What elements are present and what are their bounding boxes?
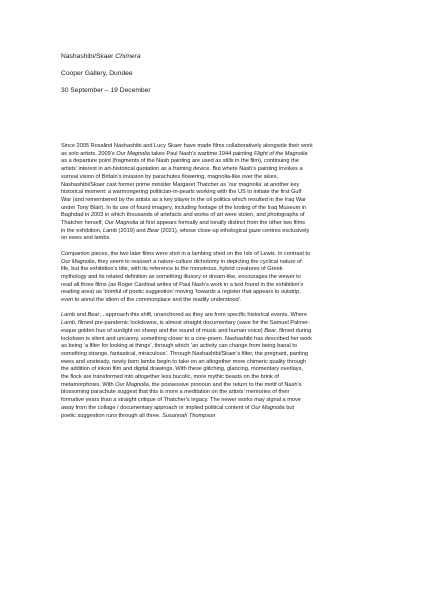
text-run: at first appears formally and tonally distinct from the other two films <box>138 220 306 227</box>
text-run: (2019) and <box>116 227 148 234</box>
exhibition-title: Chimera <box>115 53 141 60</box>
exhibition-dates: 30 September – 19 December <box>61 87 151 94</box>
text-run: life, but the exhibition’s title, with its reference to the monstrous, hybrid creatures of Greek <box>61 266 283 273</box>
exhibition-title-line <box>61 52 361 61</box>
text-run: , filmed pre-pandemic lockdowns, is almost straight documentary (save for the Samuel Palmer- <box>75 320 310 327</box>
text-run: even to annul the idiom of the commonplace and the readily understood’. <box>61 297 242 304</box>
text-run: Companion pieces, the two later films were shot in a lambing shed on the Isle of Lewis. In contrast to <box>61 250 311 257</box>
text-run: esque golden hue of sunlight on sheep and the sound of music and human voice) <box>61 327 265 334</box>
text-line <box>61 336 361 344</box>
body-paragraph <box>61 251 361 305</box>
text-line <box>61 166 361 174</box>
text-run: on ewes and lambs. <box>61 235 111 242</box>
text-line <box>61 189 361 197</box>
text-run: under Tony Blair). In its use of found imagery, including footage of the looting of the Iraq Museum in <box>61 204 307 211</box>
text-run: metamorphosis. With <box>61 381 116 388</box>
text-run: Thatcher herself, <box>61 220 105 227</box>
text-run: mythology and its related definition as something illusory or dream-like, encourages the viewer to <box>61 273 301 280</box>
text-run: poetic suggestion runs through all three. <box>61 412 163 419</box>
text-line <box>61 151 361 159</box>
text-run: the addition of inkon film and digital drawings. With these glitching, glancing, momentary overlays, <box>61 366 303 373</box>
text-line <box>61 212 361 220</box>
italic-title: Our Magnolia <box>251 404 285 411</box>
text-line <box>61 320 361 328</box>
text-run: Since 2005 Rosalind Nashashibi and Lucy Skaer have made films collaboratively alongside their work <box>61 143 313 149</box>
text-line <box>61 328 361 336</box>
italic-title: Lamb <box>61 320 76 327</box>
text-line <box>61 228 361 236</box>
text-run: War (and remembered by the artists as a key player in the oil politics which resulted in the Iraq War <box>61 196 306 203</box>
italic-title: Our Magnolia <box>61 258 95 265</box>
text-run: away from the collage / documentary approach or implied political content of <box>61 404 252 411</box>
body-paragraph <box>61 143 361 243</box>
text-line <box>61 413 361 421</box>
text-line <box>61 312 361 320</box>
text-line <box>61 220 361 228</box>
text-run: but <box>284 404 294 411</box>
venue: Cooper Gallery, Dundee <box>61 70 133 77</box>
text-run: Baghdad in 2003 in which thousands of artefacts and works of art were stolen, and photographs of <box>61 212 305 219</box>
text-run: as being ‘a filter for looking at things’, through which ‘an activity can change from being banal to <box>61 343 297 350</box>
text-run: historical moment: a warmongering politician-in-pearls working with the US to initiate the first Gulf <box>61 189 302 196</box>
text-run: in the exhibition, <box>61 227 103 234</box>
text-run: Nashashibi/Skaer cast former prime minister Margaret Thatcher as ‘our magnolia’ at another key <box>61 181 300 188</box>
text-run: , , approach this shift, unanchored as they are from specific historical events. Where <box>99 312 308 319</box>
text-line <box>61 374 361 382</box>
text-line <box>61 266 361 274</box>
text-run: something strange, fantastical, miraculous’. Through Nashashibi/Skaer’s filter, the pregnant, panting <box>61 350 308 357</box>
text-line <box>61 297 361 305</box>
text-run: takes Paul Nash’s wartime 1944 painting <box>149 150 254 157</box>
text-run: , filmed during <box>276 327 312 334</box>
text-line <box>61 405 361 413</box>
italic-title: Lamb <box>102 227 117 234</box>
exhibition-header <box>61 52 361 95</box>
text-line <box>61 205 361 213</box>
text-run: the flock are transformed into altogether less bucolic, more mythic beasts on the brink of <box>61 374 279 381</box>
italic-title: Susannah Thompson <box>162 412 216 419</box>
text-run: and <box>75 312 88 319</box>
italic-title: Our Magnolia <box>104 220 139 227</box>
italic-title: Bear <box>147 227 160 234</box>
text-line <box>61 197 361 205</box>
text-line <box>61 158 361 166</box>
text-line <box>61 289 361 297</box>
italic-title: Bear <box>264 327 277 334</box>
text-line <box>61 282 361 290</box>
italic-title: Our Magnolia <box>116 150 150 157</box>
text-line <box>61 235 361 243</box>
text-line <box>61 259 361 267</box>
italic-title: Bear <box>87 312 100 319</box>
text-run: formative years than a straight critique of Thatcher’s legacy. The newer works may signal a move <box>61 397 301 404</box>
review-body <box>61 143 361 420</box>
text-line <box>61 182 361 190</box>
italic-title: Flight of the Magnolia <box>253 150 308 157</box>
italic-title: Lamb <box>61 312 76 319</box>
text-run: reading area) as ‘brimful of poetic suggestion’ moving ‘towards a register that appears to outstrip, <box>61 289 301 296</box>
text-line <box>61 397 361 405</box>
text-line <box>61 274 361 282</box>
text-run: ewes and unsteady, newly born lambs begin to take on an altogether more chimeric quality through <box>61 358 307 365</box>
text-line <box>61 389 361 397</box>
body-paragraph <box>61 312 361 420</box>
text-run: artists’ interest in art-historical quotation as a framing device. But where Nash’s painting invokes a <box>61 166 303 173</box>
text-run: surreal vision of Britain’s invasion by parachutes flowering, magnolia-like over the skies, <box>61 173 278 180</box>
text-run: as solo artists. 2009’s <box>61 150 117 157</box>
text-run: blossoming parachute suggest that this is more a meditation on the artists’ memories of their <box>61 389 290 396</box>
text-run: read all three films (as Roger Cardinal writes of Paul Nash’s work in a text found in the exhibition’s <box>61 281 304 288</box>
text-run: (2021), whose close-up ethological gaze centres exclusively <box>159 227 310 234</box>
artist-names: Nashashibi/Skaer <box>61 53 114 60</box>
text-line <box>61 174 361 182</box>
text-run: lockdown is silent and uncanny, something closer to a cine-poem. Nashashibi has described her work <box>61 335 312 342</box>
text-line <box>61 351 361 359</box>
italic-title: Our Magnolia <box>115 381 149 388</box>
text-run: , the possessive pronoun and the return to the motif of Nash’s <box>148 381 302 388</box>
text-line <box>61 343 361 351</box>
text-line <box>61 251 361 259</box>
text-run: , they seem to reassert a nature-culture dichotomy in depicting the cyclical nature of <box>94 258 302 265</box>
text-line <box>61 382 361 390</box>
text-run: as a departure point (fragments of the Nash painting are used as stills in the film), continuing the <box>61 158 299 165</box>
text-line <box>61 359 361 367</box>
text-line <box>61 366 361 374</box>
text-line <box>61 143 361 151</box>
